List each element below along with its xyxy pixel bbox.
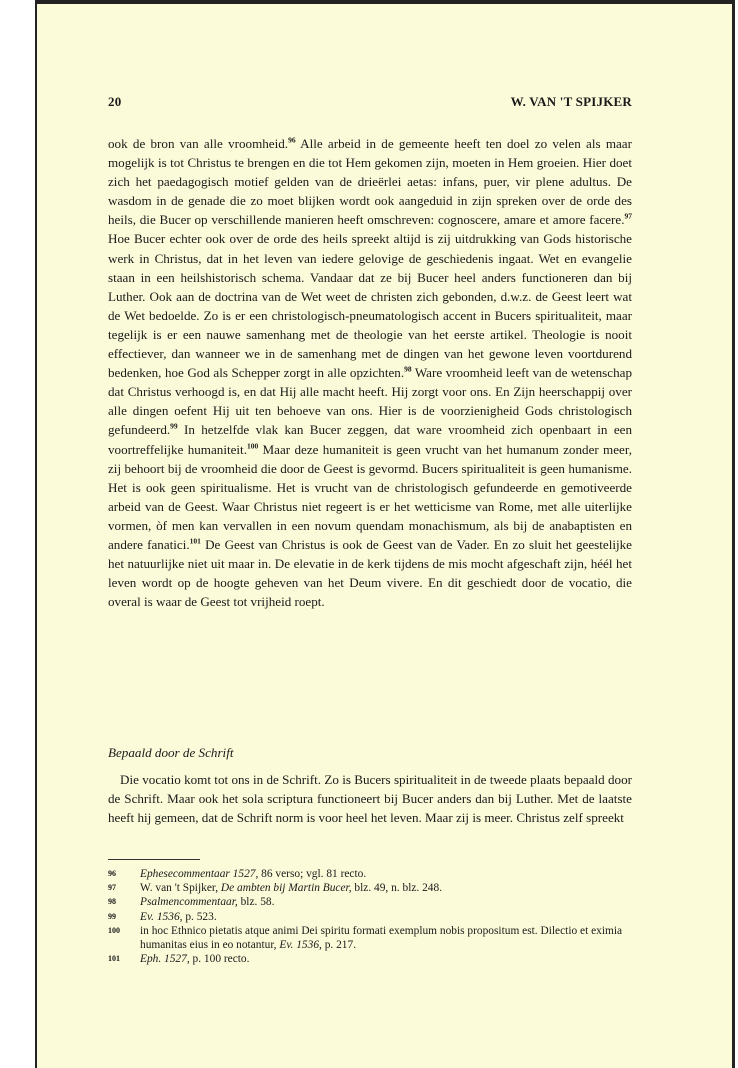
footnote-ref: 97: [624, 212, 632, 222]
footnote: [108, 867, 632, 881]
footnote-text: p. 217.: [321, 939, 357, 952]
footnote: [108, 895, 632, 909]
footnote-ref: 99: [170, 422, 178, 432]
paragraph: Die vocatio komt tot ons in de Schrift. Zo is Bucers spiritualiteit in de tweede plaats bepaald door de Schrift. Maar ook het sola scriptura functioneert bij Bucer anders dan bij Luther. Met de laatste heeft hij gemeen, dat de Schrift norm is voor heel het leven. Maar zij is meer. Christus zelf spreekt: [108, 772, 632, 826]
running-head-author: W. VAN 'T SPIJKER: [510, 94, 632, 109]
text-run: De Geest van Christus is ook de Geest van de Vader. En zo sluit het geestelijke het natuurlijke niet uit maar in. De elevatie in de kerk tijdens de mis mocht afgeschaft zijn, héél het leven wordt op de hoogte geheven van het Deum vivere. En dit geschiedt door de vocatio, die overal is waar de Geest tot vrijheid roept.: [108, 536, 632, 610]
text-run: Alle arbeid in de gemeente heeft ten doel zo velen als maar mogelijk is tot Christus te brengen en die tot Hem gekomen zijn, moeten in Hem groeien. Hier doet zich het paedagogisch motief gelden van de drieërlei aetas: infans, puer, vir plene adultus. De wasdom in de genade die zo moet blijken wordt ook aangeduid in zijn spreken over de orde des heils, die Bucer op verschillende manieren heeft omschreven: cognoscere, amare et amore facere.: [108, 136, 632, 228]
footnote-title: Eph. 1527,: [140, 953, 190, 966]
footnotes: [108, 867, 632, 966]
text-run: ook de bron van alle vroomheid.: [108, 136, 289, 151]
text-run: In hetzelfde vlak kan Bucer zeggen, dat ware vroomheid zich openbaart in een voortreffelijke humaniteit.: [108, 422, 632, 457]
text-run: Ware vroomheid leeft van de wetenschap dat Christus verhoogd is, en dat Hij alle macht heeft. Hij zorgt voor ons. En Zijn heerschappij over alle dingen oefent Hij uit ten behoeve van ons. Hier is de voorzienigheid Gods christologisch gefundeerd.: [108, 365, 632, 438]
footnote: [108, 924, 632, 952]
footnote-title: Psalmencommentaar,: [140, 896, 238, 909]
footnote: [108, 952, 632, 966]
footnote-text: blz. 49, n. blz. 248.: [351, 882, 443, 895]
footnote-number: 100: [108, 925, 120, 935]
page-number: 20: [108, 94, 122, 109]
section-text: [108, 770, 632, 827]
footnote-number: 97: [108, 883, 116, 893]
footnote-title: Ephesecommentaar 1527,: [140, 868, 259, 880]
footnote-ref: 101: [189, 536, 201, 546]
footnote: [108, 910, 632, 924]
footnote-title: De ambten bij Martin Bucer,: [220, 882, 352, 895]
footnote: [108, 881, 632, 895]
footnote-text: blz. 58.: [237, 896, 275, 909]
footnote-rule: [108, 859, 200, 860]
footnote-text: in hoc Ethnico pietatis atque animi Dei spiritu formati exemplum nobis propositum est. Dilectio et eximia humanitas eius in eo notantur,: [140, 924, 623, 952]
footnote-title: Ev. 1536,: [279, 939, 322, 952]
footnote-number: 99: [108, 911, 116, 921]
footnote-title: Ev. 1536,: [140, 910, 183, 923]
main-text: [108, 134, 632, 611]
footnote-ref: 100: [246, 441, 259, 451]
footnote-text: p. 523.: [182, 910, 217, 923]
footnote-text: 86 verso; vgl. 81 recto.: [258, 868, 367, 880]
footnote-number: 98: [108, 897, 116, 907]
text-run: Maar deze humaniteit is geen vrucht van het humanum zonder meer, zij behoort bij de vroomheid die door de Geest is gevormd. Bucers spiritualiteit is geen humanisme. Het is ook geen spiritualisme. Het is vrucht van de christologisch gefundeerde en gemotiveerde arbeid van de Geest. Waar Christus niet regeert is er het wetticisme van Rome, met alle uiterlijke vormen, òf men kan vervallen in een novum quendam monachismum, als bij de anabaptisten en andere fanatici.: [108, 441, 632, 552]
footnote-text: W. van 't Spijker,: [140, 882, 221, 895]
text-run: Hoe Bucer echter ook over de orde des heils spreekt altijd is zij uitdrukking van Gods historische werk in Christus, dat in het leven van iedere gelovige de geschiedenis ingaat. Wet en evangelie staan in een heilshistorisch schema. Vandaar dat ze bij Bucer heel anders functioneren dan bij Luther. Ook aan de doctrina van de Wet weet de christen zich gebonden, d.w.z. de Geest leert wat de Wet bedoelde. Zo is er een christologisch-pneumatologisch accent in Bucers spiritualiteit, maar tegelijk is er een nauwe samenhang met de theologie van het eerste artikel. Theologie is nooit effectiever, dan wanneer we in de samenhang met de dingen van het gewone leven voortdurend bedenken, hoe God als Schepper zorgt in alle opzichten.: [108, 231, 632, 381]
footnote-ref: 96: [288, 135, 296, 145]
paragraph: [108, 134, 632, 611]
footnote-text: p. 100 recto.: [189, 953, 250, 966]
footnote-number: 96: [108, 869, 116, 878]
footnote-ref: 98: [404, 364, 412, 374]
footnote-number: 101: [108, 954, 120, 964]
section-heading: Bepaald door de Schrift: [108, 745, 234, 760]
